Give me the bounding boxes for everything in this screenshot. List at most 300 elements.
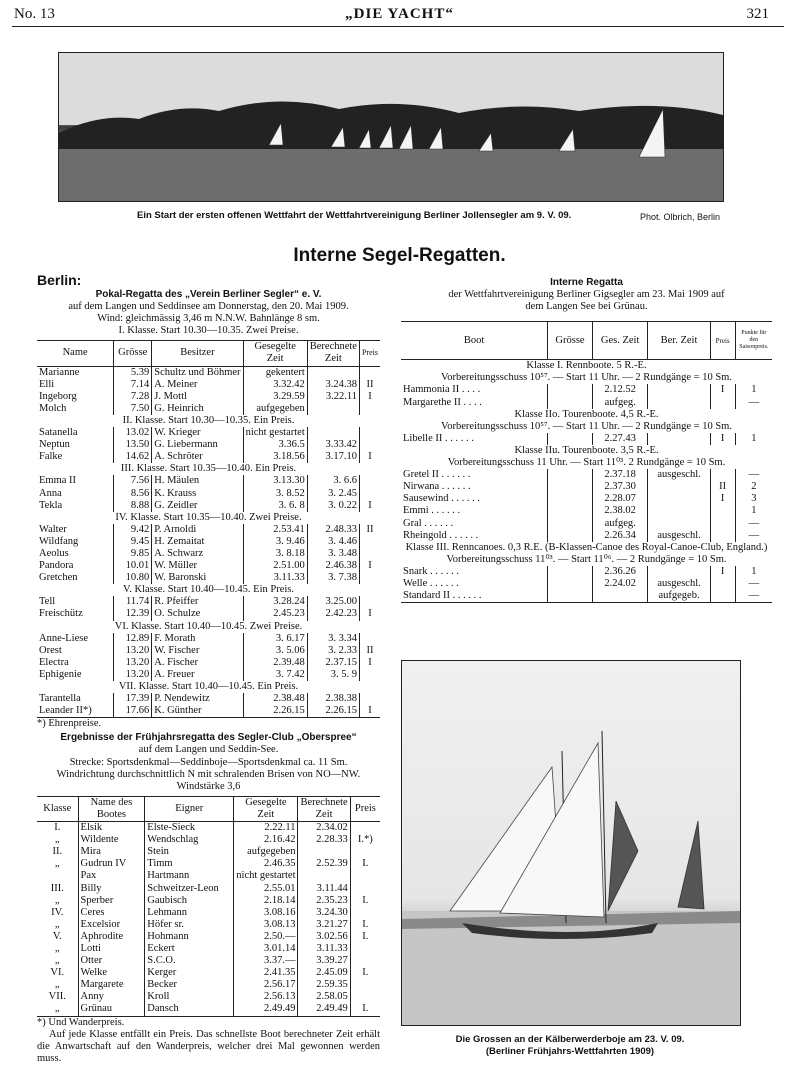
table-cell: Wildfang bbox=[39, 535, 79, 547]
table-cell: 3.22.11 bbox=[307, 391, 359, 403]
table-cell bbox=[359, 596, 380, 608]
table-cell: Wendschlag bbox=[145, 834, 234, 846]
table-row bbox=[37, 391, 380, 403]
table-cell: 7.50 bbox=[114, 403, 152, 415]
table-cell: aufgeg. bbox=[592, 518, 648, 530]
table-cell: 2.37.15 bbox=[307, 657, 359, 669]
table-cell: Falke bbox=[39, 451, 63, 463]
table-cell: ausgeschl. bbox=[648, 578, 710, 590]
table-cell: 2.34.02 bbox=[298, 822, 350, 835]
table-cell bbox=[350, 943, 380, 955]
table-cell bbox=[350, 846, 380, 858]
table-cell: „ bbox=[54, 1003, 60, 1015]
table-cell bbox=[359, 633, 380, 645]
berlin-heading: Berlin: bbox=[37, 272, 82, 288]
col-boat-name: Name des Bootes bbox=[78, 796, 145, 821]
table-cell: 2.51.00 bbox=[243, 560, 307, 572]
oberspree-title: Ergebnisse der Frühjahrsregatta des Segler-Club „Oberspree“ bbox=[60, 732, 357, 744]
table-cell: „ bbox=[54, 942, 60, 954]
table-row bbox=[37, 439, 380, 451]
table-cell: 3. 2.45 bbox=[307, 488, 359, 500]
table-cell: Ceres bbox=[78, 907, 145, 919]
table-cell: Margarethe II . . . . bbox=[403, 396, 482, 408]
table-cell bbox=[298, 870, 350, 882]
table-cell: A. Freuer bbox=[152, 669, 243, 681]
table-cell: 2.28.33 bbox=[298, 834, 350, 846]
table-cell: II bbox=[710, 481, 735, 493]
table-cell: R. Pfeiffer bbox=[152, 596, 243, 608]
table-cell: 3.28.24 bbox=[243, 596, 307, 608]
table-section-row bbox=[401, 360, 772, 373]
table-cell bbox=[548, 397, 593, 409]
oberspree-results-table bbox=[37, 796, 380, 1017]
gigsegler-line2: dem Langen See bei Grünau. bbox=[525, 301, 648, 313]
table-cell bbox=[359, 548, 380, 560]
table-cell: „ bbox=[54, 834, 60, 846]
pokal-class-one: I. Klasse. Start 10.30—10.35. Zwei Preise. bbox=[118, 325, 299, 337]
table-cell: 3. 3.48 bbox=[307, 548, 359, 560]
table-cell: Tarantella bbox=[39, 693, 81, 705]
table-cell: Neptun bbox=[39, 439, 70, 451]
table-cell: 2.26.15 bbox=[307, 705, 359, 718]
table-cell: 13.20 bbox=[114, 645, 152, 657]
table-cell: „ bbox=[54, 858, 60, 870]
table-cell bbox=[710, 397, 735, 409]
table-cell: 2.28.07 bbox=[592, 493, 648, 505]
table-cell: — bbox=[735, 518, 772, 530]
table-cell: 2.49.49 bbox=[298, 1003, 350, 1016]
table-cell: 1 bbox=[735, 566, 772, 578]
table-cell: Pandora bbox=[39, 560, 74, 572]
table-row bbox=[37, 907, 380, 919]
section-label: Klasse IIu. Tourenboote. 3,5 R.-E. bbox=[514, 444, 659, 456]
table-cell: 3.21.27 bbox=[298, 919, 350, 931]
section-label: IV. Klasse. Start 10.35—10.40. Zwei Preise. bbox=[115, 511, 302, 523]
table-cell: W. Baronski bbox=[152, 572, 243, 584]
table-cell bbox=[359, 572, 380, 584]
table-cell: 3.37.— bbox=[234, 955, 298, 967]
table-cell: Schweitzer-Leon bbox=[145, 883, 234, 895]
table-cell: Stein bbox=[145, 846, 234, 858]
table-cell: 2.26.15 bbox=[243, 705, 307, 718]
table-cell: K. Krauss bbox=[152, 488, 243, 500]
table-cell: Nirwana . . . . . . bbox=[403, 481, 471, 493]
table-cell: 11.74 bbox=[114, 596, 152, 608]
table-cell: Otter bbox=[78, 955, 145, 967]
table-cell bbox=[548, 518, 593, 530]
table-cell: 2.37.30 bbox=[592, 481, 648, 493]
col-size: Grösse bbox=[548, 322, 593, 360]
table-cell: 2.36.26 bbox=[592, 566, 648, 578]
table-cell: 3.36.5 bbox=[243, 439, 307, 451]
table-cell bbox=[548, 566, 593, 578]
pokal-results-table bbox=[37, 340, 380, 718]
table-row bbox=[401, 469, 772, 481]
table-cell: 2.38.02 bbox=[592, 505, 648, 517]
table-cell bbox=[307, 366, 359, 379]
table-cell: 3 bbox=[735, 493, 772, 505]
table-cell: Hohmann bbox=[145, 931, 234, 943]
table-cell bbox=[307, 427, 359, 439]
table-cell: 3. 5. 9 bbox=[307, 669, 359, 681]
table-section-row bbox=[37, 463, 380, 475]
section-label: Klasse III. Renncanoes. 0,3 R.E. (B-Klassen-Canoe des Royal-Canoe-Club, England.) bbox=[405, 541, 768, 553]
section-label: VII. Klasse. Start 10.40—10.45. Ein Preis. bbox=[118, 681, 299, 692]
table-cell: „ bbox=[54, 955, 60, 967]
table-section-row bbox=[401, 554, 772, 566]
table-section-row bbox=[37, 621, 380, 633]
table-cell: Grünau bbox=[78, 1003, 145, 1016]
table-row bbox=[37, 536, 380, 548]
table-cell: Margarete bbox=[78, 979, 145, 991]
table-section-row bbox=[37, 415, 380, 427]
table-cell: Molch bbox=[39, 402, 67, 414]
table-cell: I. bbox=[350, 858, 380, 870]
table-row bbox=[37, 883, 380, 895]
regatta-start-photo bbox=[58, 52, 724, 202]
table-row bbox=[37, 596, 380, 608]
table-cell: Rheingold . . . . . . bbox=[403, 529, 479, 541]
table-cell: 9.42 bbox=[114, 524, 152, 536]
table-cell: Satanella bbox=[39, 427, 78, 439]
table-cell bbox=[350, 907, 380, 919]
col-season-points: Punkte für den Saisonpreis. bbox=[735, 322, 772, 360]
table-cell: Aphrodite bbox=[78, 931, 145, 943]
table-cell bbox=[548, 493, 593, 505]
col-sailed-time: Gesegelte Zeit bbox=[234, 796, 298, 821]
gigsegler-results-table bbox=[401, 321, 772, 603]
table-cell: 2.50.— bbox=[234, 931, 298, 943]
table-cell: I. bbox=[350, 931, 380, 943]
table-cell: I bbox=[710, 433, 735, 445]
table-row bbox=[37, 822, 380, 835]
table-cell: Electra bbox=[39, 656, 69, 668]
table-cell: Lotti bbox=[78, 943, 145, 955]
table-section-row bbox=[401, 372, 772, 384]
table-row bbox=[37, 403, 380, 415]
table-row bbox=[37, 991, 380, 1003]
table-row bbox=[37, 451, 380, 463]
table-cell: Gral . . . . . . bbox=[403, 517, 454, 529]
table-cell bbox=[710, 505, 735, 517]
col-computed-time: Ber. Zeit bbox=[648, 322, 710, 360]
table-row bbox=[401, 433, 772, 445]
table-cell bbox=[350, 870, 380, 882]
table-cell: I. bbox=[350, 919, 380, 931]
table-row bbox=[37, 500, 380, 512]
oberspree-footnote: *) Und Wanderpreis. bbox=[37, 1016, 125, 1028]
table-cell: 3.11.33 bbox=[243, 572, 307, 584]
table-cell: K. Günther bbox=[152, 705, 243, 718]
col-prize: Preis bbox=[350, 796, 380, 821]
table-cell: 2.35.23 bbox=[298, 895, 350, 907]
table-cell: I bbox=[359, 391, 380, 403]
table-cell: 12.89 bbox=[114, 633, 152, 645]
section-label: Vorbereitungsschuss 11 Uhr. — Start 11⁰³. 2 Rundgänge = 10 Sm. bbox=[447, 457, 726, 469]
table-cell: W. Fischer bbox=[152, 645, 243, 657]
section-label: Klasse IIo. Tourenboote. 4,5 R.-E. bbox=[514, 408, 659, 420]
table-cell: 17.66 bbox=[114, 705, 152, 718]
table-cell: 3.25.00 bbox=[307, 596, 359, 608]
table-cell: I. bbox=[350, 895, 380, 907]
table-cell: 2.45.09 bbox=[298, 967, 350, 979]
gigsegler-table-body bbox=[401, 360, 772, 603]
table-cell: 8.56 bbox=[114, 488, 152, 500]
table-cell: Aeolus bbox=[39, 547, 69, 559]
table-row bbox=[37, 488, 380, 500]
table-cell bbox=[350, 883, 380, 895]
table-row bbox=[401, 505, 772, 517]
table-cell: nicht gestartet bbox=[243, 427, 307, 439]
section-label: Vorbereitungsschuss 10⁵⁷. — Start 11 Uhr. — 2 Rundgänge = 10 Sm. bbox=[441, 420, 732, 432]
table-cell: 9.45 bbox=[114, 536, 152, 548]
table-cell: I bbox=[710, 384, 735, 396]
table-cell: 3. 6.17 bbox=[243, 633, 307, 645]
table-section-row bbox=[401, 445, 772, 457]
table-cell: 10.01 bbox=[114, 560, 152, 572]
table-cell: Becker bbox=[145, 979, 234, 991]
table-cell: G. Zeidler bbox=[152, 500, 243, 512]
table-cell: 3. 2.33 bbox=[307, 645, 359, 657]
table-cell: 3. 5.06 bbox=[243, 645, 307, 657]
table-cell: 3.18.56 bbox=[243, 451, 307, 463]
table-cell: ausgeschl. bbox=[648, 530, 710, 542]
table-cell bbox=[710, 518, 735, 530]
table-row bbox=[37, 1003, 380, 1016]
table-row bbox=[401, 493, 772, 505]
table-cell: Anne-Liese bbox=[39, 632, 88, 644]
table-cell: Hartmann bbox=[145, 870, 234, 882]
col-class: Klasse bbox=[43, 802, 72, 814]
table-row bbox=[37, 705, 380, 718]
table-cell: Gretel II . . . . . . bbox=[403, 469, 471, 481]
table-cell: 2.53.41 bbox=[243, 524, 307, 536]
table-cell: V. bbox=[52, 930, 62, 942]
table-row bbox=[37, 669, 380, 681]
table-cell: P. Arnoldi bbox=[152, 524, 243, 536]
pokal-title: Pokal-Regatta des „Verein Berliner Segler“ e. V. bbox=[95, 289, 322, 300]
table-cell: A. Schwarz bbox=[152, 548, 243, 560]
table-cell bbox=[592, 590, 648, 603]
table-row bbox=[401, 481, 772, 493]
table-row bbox=[37, 967, 380, 979]
table-row bbox=[37, 846, 380, 858]
table-cell: 3.13.30 bbox=[243, 475, 307, 487]
table-cell: 3.01.14 bbox=[234, 943, 298, 955]
table-cell: „ bbox=[54, 979, 60, 991]
table-cell: P. Nendewitz bbox=[152, 693, 243, 705]
table-row bbox=[37, 834, 380, 846]
table-section-row bbox=[401, 421, 772, 433]
table-cell bbox=[359, 669, 380, 681]
table-cell: 2.22.11 bbox=[234, 822, 298, 835]
col-sailed-time: Ges. Zeit bbox=[592, 322, 648, 360]
table-cell: 7.28 bbox=[114, 391, 152, 403]
table-row bbox=[401, 566, 772, 578]
table-cell: Libelle II . . . . . . bbox=[403, 432, 474, 444]
pokal-table-body bbox=[37, 366, 380, 718]
table-cell: 3.33.42 bbox=[307, 439, 359, 451]
table-cell: — bbox=[735, 578, 772, 590]
pokal-location: auf dem Langen und Seddinsee am Donnerstag, den 20. Mai 1909. bbox=[68, 301, 349, 313]
table-cell: 3.11.44 bbox=[298, 883, 350, 895]
table-cell: Gaubisch bbox=[145, 895, 234, 907]
table-cell: 1 bbox=[735, 384, 772, 396]
table-cell bbox=[359, 693, 380, 705]
table-cell bbox=[350, 955, 380, 967]
table-cell: Marianne bbox=[39, 366, 80, 378]
table-row bbox=[37, 657, 380, 669]
table-cell: I bbox=[710, 566, 735, 578]
table-row bbox=[401, 530, 772, 542]
table-cell: O. Schulze bbox=[152, 608, 243, 620]
table-section-row bbox=[37, 512, 380, 524]
table-cell: Mira bbox=[78, 846, 145, 858]
table-cell: Standard II . . . . . . bbox=[403, 590, 482, 602]
table-cell: Welle . . . . . . bbox=[403, 577, 459, 589]
table-cell: ausgeschl. bbox=[648, 469, 710, 481]
table-cell: 3. 8.18 bbox=[243, 548, 307, 560]
photo1-caption: Ein Start der ersten offenen Wettfahrt der Wettfahrtvereinigung Berliner Jollensegler am 9. V. 09. bbox=[137, 210, 572, 221]
table-cell: 2.41.35 bbox=[234, 967, 298, 979]
table-row bbox=[37, 895, 380, 907]
section-label: II. Klasse. Start 10.30—10.35. Ein Preis. bbox=[122, 414, 295, 426]
table-cell bbox=[548, 530, 593, 542]
table-cell: Excelsior bbox=[78, 919, 145, 931]
photo1-credit: Phot. Olbrich, Berlin bbox=[640, 212, 721, 222]
table-cell: Wildente bbox=[78, 834, 145, 846]
table-cell: 3.24.30 bbox=[298, 907, 350, 919]
section-label: Vorbereitungsschuss 11⁰³. — Start 11⁰⁶. — 2 Rundgänge = 10 Sm. bbox=[446, 553, 727, 565]
main-title: Interne Segel-Regatten. bbox=[293, 245, 506, 266]
table-cell: Gretchen bbox=[39, 572, 78, 584]
table-cell: W. Müller bbox=[152, 560, 243, 572]
table-cell: II. bbox=[52, 846, 63, 858]
table-cell: Pax bbox=[78, 870, 145, 882]
table-cell: Welke bbox=[78, 967, 145, 979]
col-computed-time: Berechnete Zeit bbox=[307, 341, 359, 366]
table-cell bbox=[359, 427, 380, 439]
table-cell bbox=[37, 870, 78, 882]
table-cell: aufgeg. bbox=[592, 397, 648, 409]
table-row bbox=[37, 548, 380, 560]
table-cell bbox=[350, 822, 380, 835]
table-cell: I bbox=[359, 500, 380, 512]
table-cell: 3.02.56 bbox=[298, 931, 350, 943]
table-cell: 12.39 bbox=[114, 608, 152, 620]
table-cell bbox=[710, 469, 735, 481]
pokal-footnote: *) Ehrenpreise. bbox=[37, 718, 102, 730]
table-cell: 2.27.43 bbox=[592, 433, 648, 445]
table-cell: A. Fischer bbox=[152, 657, 243, 669]
table-cell: H. Mäulen bbox=[152, 475, 243, 487]
table-cell: 3.39.27 bbox=[298, 955, 350, 967]
table-cell: 2.12.52 bbox=[592, 384, 648, 396]
table-cell bbox=[298, 846, 350, 858]
table-row bbox=[37, 645, 380, 657]
table-cell: F. Morath bbox=[152, 633, 243, 645]
table-cell: 9.85 bbox=[114, 548, 152, 560]
table-cell: Kroll bbox=[145, 991, 234, 1003]
table-cell: IV. bbox=[51, 906, 64, 918]
table-cell: I bbox=[359, 608, 380, 620]
table-cell: Emma II bbox=[39, 475, 77, 487]
table-cell: I. bbox=[350, 1003, 380, 1016]
table-row bbox=[37, 919, 380, 931]
pokal-regatta-section bbox=[37, 289, 380, 1065]
table-section-row bbox=[401, 457, 772, 469]
col-computed-time: Berechnete Zeit bbox=[298, 796, 350, 821]
table-cell: S.C.O. bbox=[145, 955, 234, 967]
section-label: VI. Klasse. Start 10.40—10.45. Zwei Preise. bbox=[114, 620, 303, 632]
table-cell bbox=[359, 488, 380, 500]
table-cell: 13.50 bbox=[114, 439, 152, 451]
table-cell: VI. bbox=[50, 967, 65, 979]
table-cell: 13.20 bbox=[114, 669, 152, 681]
table-cell: Tekla bbox=[39, 499, 63, 511]
table-cell: Elsik bbox=[78, 822, 145, 835]
table-row bbox=[37, 524, 380, 536]
table-cell: G. Heinrich bbox=[152, 403, 243, 415]
table-cell: „ bbox=[54, 918, 60, 930]
table-cell: Emmi . . . . . . bbox=[403, 505, 461, 517]
gigsegler-line1: der Wettfahrtvereinigung Berliner Gigsegler am 23. Mai 1909 auf bbox=[448, 289, 725, 301]
col-owner: Besitzer bbox=[152, 341, 243, 366]
table-row bbox=[37, 931, 380, 943]
table-cell: gekentert bbox=[243, 366, 307, 379]
table-cell: Billy bbox=[78, 883, 145, 895]
col-sailed-time: Gesegelte Zeit bbox=[243, 341, 307, 366]
table-cell: I. bbox=[350, 967, 380, 979]
table-cell bbox=[359, 403, 380, 415]
table-cell: 2.38.48 bbox=[243, 693, 307, 705]
table-cell: Tell bbox=[39, 596, 56, 608]
col-owner: Eigner bbox=[145, 796, 234, 821]
table-cell: I bbox=[359, 657, 380, 669]
table-row bbox=[37, 633, 380, 645]
table-cell: Ingeborg bbox=[39, 390, 77, 402]
table-cell: VII. bbox=[48, 991, 66, 1003]
col-name: Name bbox=[62, 347, 88, 359]
oberspree-wind-direction: Windrichtung durchschnittlich N mit schralenden Brisen von NO—NW. bbox=[56, 768, 361, 780]
table-section-row bbox=[37, 681, 380, 693]
table-cell bbox=[359, 475, 380, 487]
table-cell: 3.24.38 bbox=[307, 379, 359, 391]
table-cell: 2.56.13 bbox=[234, 991, 298, 1003]
table-cell: 3. 7.38 bbox=[307, 572, 359, 584]
table-cell: 3. 8.52 bbox=[243, 488, 307, 500]
table-cell bbox=[359, 366, 380, 379]
table-cell: Walter bbox=[39, 523, 67, 535]
table-cell: 2.39.48 bbox=[243, 657, 307, 669]
table-cell: nicht gestartet bbox=[234, 870, 298, 882]
large-yachts-photo bbox=[401, 660, 741, 1026]
table-cell bbox=[548, 505, 593, 517]
table-cell: Anna bbox=[39, 487, 62, 499]
table-cell: 3.11.33 bbox=[298, 943, 350, 955]
oberspree-closing-note: Auf jede Klasse entfällt ein Preis. Das schnellste Boot berechneter Zeit erhält die Anwartschaft auf den Wanderpreis, welcher drei Mal gewonnen werden muss. bbox=[37, 1028, 380, 1064]
table-row bbox=[401, 590, 772, 603]
table-cell: Orest bbox=[39, 644, 62, 656]
table-cell: 2.55.01 bbox=[234, 883, 298, 895]
table-cell bbox=[648, 433, 710, 445]
table-cell: Sausewind . . . . . . bbox=[403, 493, 480, 505]
table-cell: 5.39 bbox=[114, 366, 152, 379]
table-cell: 2.46.35 bbox=[234, 858, 298, 870]
col-prize: Preis bbox=[359, 341, 380, 366]
table-cell: Höfer sr. bbox=[145, 919, 234, 931]
table-section-row bbox=[401, 542, 772, 554]
